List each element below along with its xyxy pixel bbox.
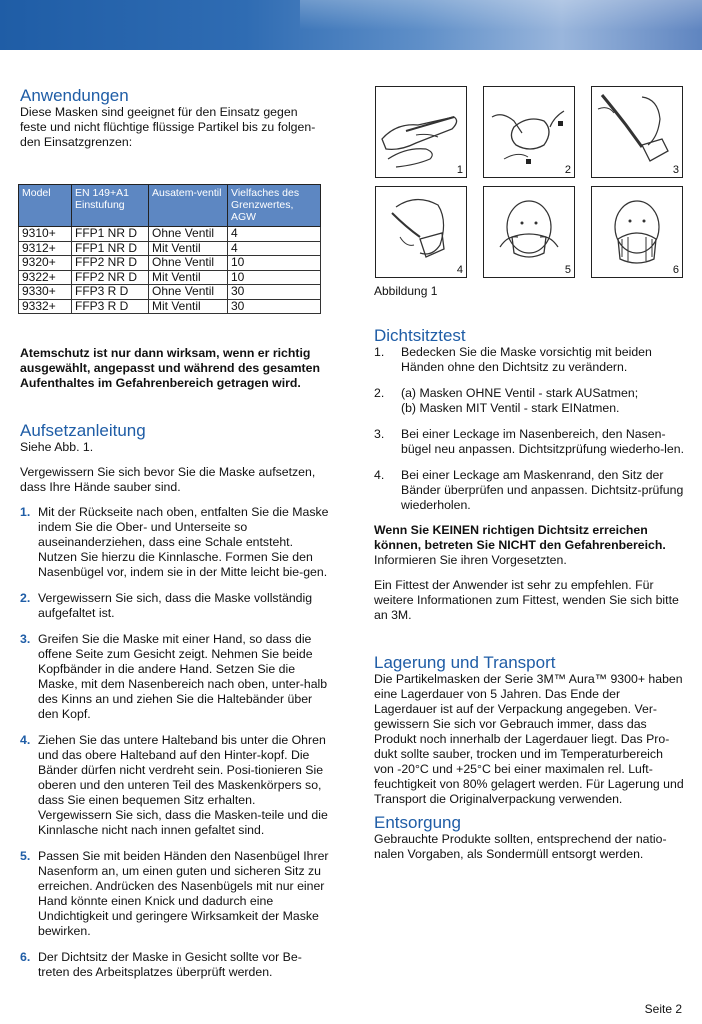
figure-caption: Abbildung 1 [374,284,438,298]
table-cell: 4 [228,227,321,242]
table-row [19,285,321,300]
entsorgung-heading: Entsorgung [374,813,461,832]
table-cell: Mit Ventil [149,241,228,256]
mask-under-chin-illustration [592,87,682,177]
figure-panel [375,86,467,178]
table-cell: 30 [228,285,321,300]
step-number: 2. [374,386,385,400]
step-text: Bei einer Leckage am Maskenrand, den Sitz der Bänder überprüfen und anpassen. Dichtsitz-prüfung wiederholen. [401,468,684,512]
anwendungen-intro: Diese Masken sind geeignet für den Einsatz gegen feste und nicht flüchtige flüssige Partikel bis zu folgen-den Einsatzgrenzen: [20,105,316,149]
step-text: (b) Masken MIT Ventil - stark EINatmen. [401,401,620,415]
hands-unfolding-mask-illustration [376,87,466,177]
list-item [20,632,330,722]
step-number: 3. [374,427,385,441]
step-number: 1. [374,345,385,359]
table-header-cell: EN 149+A1 Einstufung [72,185,149,227]
header-banner [0,0,702,50]
table-row [19,270,321,285]
straps-over-head-illustration [376,187,466,277]
list-item [374,386,684,416]
step-number: 4. [374,468,385,482]
step-number: 1. [20,505,31,519]
panel-number: 5 [564,264,571,276]
table-cell: FFP3 R D [72,299,149,314]
anwendungen-heading: Anwendungen [20,86,129,105]
table-row [19,256,321,271]
step-text: Bedecken Sie die Maske vorsichtig mit beiden Händen ohne den Dichtsitz zu verändern. [401,345,652,374]
list-item [374,345,684,375]
step-number: 6. [20,950,31,964]
step-number: 2. [20,591,31,605]
panel-number: 3 [672,164,679,176]
table-cell: Ohne Ventil [149,285,228,300]
step-number: 5. [20,849,31,863]
figure-panel [591,186,683,278]
step-text: Passen Sie mit beiden Händen den Nasenbügel Ihrer Nasenform an, um einen guten und sicheren Sitz zu erreichen. Andrücken des Nasenbügels mit nur einer Hand könnte einen Knick und dadurch eine Undichtigkeit und geringere Wirksamkeit der Maske bewirken. [38,849,329,938]
list-item [20,950,330,980]
table-cell: FFP3 R D [72,285,149,300]
dichtsitz-warning [374,523,684,568]
left-column [20,86,330,980]
einsatzgrenzen-table [18,184,321,314]
list-item [374,468,684,513]
step-text: Ziehen Sie das untere Halteband bis unter die Ohren und das obere Halteband auf den Hinter-kopf. Die Bänder dürfen nicht verdreht sein. Posi-tionieren Sie oberen und den unteren Teil des Maskenkörpers so, dass Sie einen bequemen Sitz erhalten. Vergewissern Sie sich, dass die Masken-teile und die Kinnlasche nicht nach innen gefaltet sind. [38,733,328,837]
entsorgung-text: Gebrauchte Produkte sollten, entsprechend der natio-nalen Vorgaben, als Sondermüll entsorgt werden. [374,832,667,861]
table-cell: 9312+ [19,241,72,256]
list-item [20,505,330,580]
table-row [19,227,321,242]
table-cell: Ohne Ventil [149,227,228,242]
table-cell: 30 [228,299,321,314]
aufsetzanleitung-heading: Aufsetzanleitung [20,421,146,440]
table-cell: FFP1 NR D [72,227,149,242]
right-column [374,326,684,862]
table-cell: Mit Ventil [149,299,228,314]
table-cell: 9310+ [19,227,72,242]
step-text: Greifen Sie die Maske mit einer Hand, so dass die offene Seite zum Gesicht zeigt. Nehmen Sie beide Kopfbänder in die andere Hand. Setzen Sie die Maske, mit dem Nasenbereich nach oben, unter-halb des Kinns an und ziehen Sie die Haltebänder über den Kopf. [38,632,328,721]
table-row [19,299,321,314]
table-header-cell: Vielfaches des Grenzwertes, AGW [228,185,321,227]
table-cell: FFP1 NR D [72,241,149,256]
lagerung-heading: Lagerung und Transport [374,653,556,672]
figure-panel [591,86,683,178]
dichtsitz-steps-list [374,345,684,513]
list-item [20,849,330,939]
step-text: Bei einer Leckage im Nasenbereich, den Nasen-bügel neu anpassen. Dichtsitzprüfung wiederho-len. [401,427,685,456]
list-item [20,591,330,621]
table-cell: 9332+ [19,299,72,314]
table-cell: 9330+ [19,285,72,300]
hands-shaping-mask-illustration [484,87,574,177]
table-header-cell: Model [19,185,72,227]
table-cell: 10 [228,270,321,285]
table-cell: 9320+ [19,256,72,271]
step-text: (a) Masken OHNE Ventil - stark AUSatmen; [401,386,639,400]
table-cell: 9322+ [19,270,72,285]
table-cell: FFP2 NR D [72,270,149,285]
panel-number: 4 [456,264,463,276]
step-text: Mit der Rückseite nach oben, entfalten Sie die Maske indem Sie die Ober- und Unterseite so auseinanderziehen, dass eine Schale entsteht. Nutzen Sie hierzu die Kinnlasche. Formen Sie den Nasenbügel vor, indem sie in der Mitte leicht bie-gen. [38,505,329,579]
table-header-row [19,185,321,227]
table-cell: FFP2 NR D [72,256,149,271]
figure-panel [483,186,575,278]
step-number: 3. [20,632,31,646]
seal-check-illustration [592,187,682,277]
step-text: Vergewissern Sie sich, dass die Maske vollständig aufgefaltet ist. [38,591,313,620]
anwendungen-warning: Atemschutz ist nur dann wirksam, wenn er richtig ausgewählt, angepasst und während des gesamten Aufenthaltes im Gefahrenbereich getragen wird. [20,346,320,390]
step-text: Der Dichtsitz der Maske in Gesicht sollte vor Be-treten des Arbeitsplatzes überprüft werden. [38,950,302,979]
dichtsitz-warning-rest: Informieren Sie ihren Vorgesetzten. [374,553,567,567]
aufsetzanleitung-intro: Vergewissern Sie sich bevor Sie die Maske aufsetzen, dass Ihre Hände sauber sind. [20,465,316,494]
fitting-nose-clip-illustration [484,187,574,277]
dichtsitztest-heading: Dichtsitztest [374,326,466,345]
panel-number: 1 [456,164,463,176]
figure-panel [483,86,575,178]
table-cell: 4 [228,241,321,256]
table-row [19,241,321,256]
page-number: Seite 2 [644,1002,682,1016]
table-cell: Mit Ventil [149,270,228,285]
dichtsitz-warning-bold: Wenn Sie KEINEN richtigen Dichtsitz erreichen können, betreten Sie NICHT den Gefahrenbereich. [374,523,666,552]
list-item [20,733,330,838]
figure-panel [375,186,467,278]
list-item [374,427,684,457]
panel-number: 6 [672,264,679,276]
aufsetzanleitung-ref: Siehe Abb. 1. [20,440,94,454]
table-cell: 10 [228,256,321,271]
panel-number: 2 [564,164,571,176]
fittest-text: Ein Fittest der Anwender ist sehr zu empfehlen. Für weitere Informationen zum Fittest, wenden Sie sich bitte an 3M. [374,578,679,622]
table-cell: Ohne Ventil [149,256,228,271]
aufsetz-steps-list [20,505,330,980]
lagerung-text: Die Partikelmasken der Serie 3M™ Aura™ 9300+ haben eine Lagerdauer von 5 Jahren. Das Ende der Lagerdauer ist auf der Verpackung angegeben. Ver-gewissern Sie sich vor Gebrauch immer, dass das Produkt noch innerhalb der Lagerdauer liegt. Das Pro-dukt sollte sauber, trocken und im Temperaturbereich von -20°C und +25°C bei einer maximalen rel. Luft-feuchtigkeit von 80% gelagert werden. Für Lagerung und Transport die Originalverpackung verwenden. [374,672,684,806]
table-header-cell: Ausatem-ventil [149,185,228,227]
step-number: 4. [20,733,31,747]
